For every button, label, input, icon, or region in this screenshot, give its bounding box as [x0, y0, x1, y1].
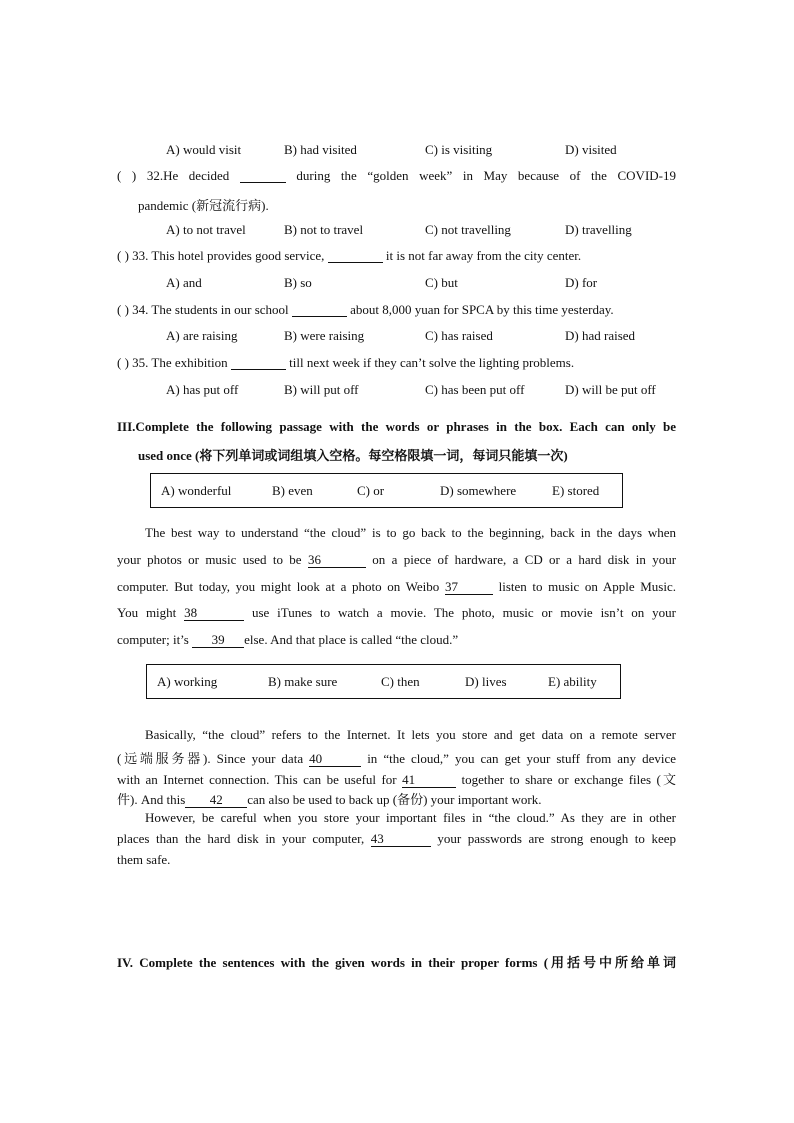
p1-line-2: [117, 552, 676, 568]
p1-line-5-b: else. And that place is called “the cloud.”: [244, 632, 459, 647]
q32-answer-paren[interactable]: ( ): [117, 168, 137, 183]
p2-line-4-b: can also be used to back up (备份) your important work.: [247, 792, 542, 807]
q32-text-b: during the “golden week” in May because of the COVID-19: [296, 168, 676, 183]
q34-blank[interactable]: [292, 303, 347, 317]
word-box-2-item-e: E) ability: [548, 674, 597, 689]
q31-option-a: A) would visit: [166, 142, 242, 157]
q35-blank[interactable]: [231, 356, 286, 370]
q32-blank[interactable]: [240, 169, 286, 183]
q33-option-c: C) but: [425, 275, 458, 290]
p2-line-2-b: in “the cloud,” you can get your stuff from any device: [367, 751, 677, 766]
q32-text-a: 32.He decided: [146, 168, 230, 183]
p1-line-4-b: use iTunes to watch a movie. The photo, music or movie isn’t on your: [252, 605, 676, 620]
section-3-heading-line-1: III.Complete the following passage with the words or phrases in the box. Each can only be: [117, 419, 676, 434]
p2-line-4: [117, 789, 542, 808]
q35-option-a: A) has put off: [166, 382, 239, 397]
q33-option-d: D) for: [565, 275, 598, 290]
p3-line-2-b: your passwords are strong enough to keep: [437, 831, 676, 846]
p3-line-2-a: places than the hard disk in your computer,: [117, 831, 365, 846]
p2-line-3-b: together to share or exchange files (文: [461, 772, 677, 787]
q33-answer-paren[interactable]: ( ): [117, 248, 129, 263]
p1-line-5-a: computer; it’s: [117, 632, 189, 647]
q32-stem-line: [117, 168, 676, 184]
p2-line-2: [117, 748, 676, 767]
q35-option-c: C) has been put off: [425, 382, 525, 397]
p2-line-3-a: with an Internet connection. This can be useful for: [117, 772, 397, 787]
blank-43[interactable]: 43: [371, 832, 431, 847]
q34-stem-line: [117, 302, 614, 318]
word-box-2-item-d: D) lives: [465, 674, 507, 689]
q32-option-a: A) to not travel: [166, 222, 246, 237]
p1-line-3: [117, 579, 676, 595]
q35-option-b: B) will put off: [284, 382, 359, 397]
q35-stem-line: [117, 355, 574, 371]
p1-line-2-b: on a piece of hardware, a CD or a hard disk in your: [372, 552, 677, 567]
q35-text-a: 35. The exhibition: [132, 355, 228, 370]
word-box-2: [146, 664, 621, 699]
blank-41[interactable]: 41: [402, 773, 456, 788]
q32-text-c: pandemic (新冠流行病).: [138, 198, 269, 213]
word-box-1-item-d: D) somewhere: [440, 483, 517, 498]
p3-line-3: them safe.: [117, 852, 171, 867]
blank-38[interactable]: 38: [184, 606, 244, 621]
p1-line-5: [117, 632, 458, 648]
q33-text-b: it is not far away from the city center.: [385, 248, 582, 263]
p3-line-2: [117, 831, 676, 847]
q35-text-b: till next week if they can’t solve the lighting problems.: [289, 355, 575, 370]
section-4-heading: IV. Complete the sentences with the given words in their proper forms (用括号中所给单词: [117, 955, 676, 970]
q35-option-d: D) will be put off: [565, 382, 656, 397]
section-3-heading-line-2: used once (将下列单词或词组填入空格。每空格限填一词，每词只能填一次): [138, 448, 568, 463]
blank-37[interactable]: 37: [445, 580, 493, 595]
word-box-1-item-c: C) or: [357, 483, 385, 498]
q33-option-a: A) and: [166, 275, 202, 290]
q35-answer-paren[interactable]: ( ): [117, 355, 129, 370]
p2-line-3: [117, 769, 676, 788]
q34-text-b: about 8,000 yuan for SPCA by this time yesterday.: [350, 302, 614, 317]
word-box-1: [150, 473, 623, 508]
p2-line-2-a: (远端服务器). Since your data: [117, 751, 304, 766]
word-box-2-item-b: B) make sure: [268, 674, 338, 689]
q32-option-c: C) not travelling: [425, 222, 511, 237]
word-box-1-item-a: A) wonderful: [161, 483, 232, 498]
blank-39[interactable]: 39: [192, 633, 244, 648]
p3-line-1: However, be careful when you store your important files in “the cloud.” As they are in other: [145, 810, 676, 825]
blank-42[interactable]: 42: [185, 793, 247, 808]
p2-line-1: Basically, “the cloud” refers to the Internet. It lets you store and get data on a remote server: [145, 727, 676, 742]
p1-line-3-b: listen to music on Apple Music.: [498, 579, 676, 594]
p2-line-4-a: 件). And this: [117, 792, 186, 807]
blank-36[interactable]: 36: [308, 553, 366, 568]
q32-option-d: D) travelling: [565, 222, 632, 237]
word-box-2-item-c: C) then: [381, 674, 420, 689]
q34-option-d: D) had raised: [565, 328, 636, 343]
blank-40[interactable]: 40: [309, 752, 361, 767]
p1-line-4: [117, 605, 676, 621]
word-box-1-item-e: E) stored: [552, 483, 600, 498]
word-box-2-item-a: A) working: [157, 674, 218, 689]
q34-answer-paren[interactable]: ( ): [117, 302, 129, 317]
q34-option-c: C) has raised: [425, 328, 493, 343]
q33-option-b: B) so: [284, 275, 312, 290]
q32-option-b: B) not to travel: [284, 222, 364, 237]
p1-line-3-a: computer. But today, you might look at a photo on Weibo: [117, 579, 440, 594]
q33-stem-line: [117, 248, 581, 264]
q33-text-a: 33. This hotel provides good service,: [132, 248, 325, 263]
q34-text-a: 34. The students in our school: [132, 302, 289, 317]
q33-blank[interactable]: [328, 249, 383, 263]
p1-line-4-a: You might: [117, 605, 177, 620]
p1-line-1: The best way to understand “the cloud” is to go back to the beginning, back in the days when: [145, 525, 676, 540]
q34-option-b: B) were raising: [284, 328, 365, 343]
word-box-1-item-b: B) even: [272, 483, 313, 498]
q31-option-c: C) is visiting: [425, 142, 493, 157]
q34-option-a: A) are raising: [166, 328, 238, 343]
q31-option-d: D) visited: [565, 142, 617, 157]
p1-line-2-a: your photos or music used to be: [117, 552, 302, 567]
q31-option-b: B) had visited: [284, 142, 357, 157]
